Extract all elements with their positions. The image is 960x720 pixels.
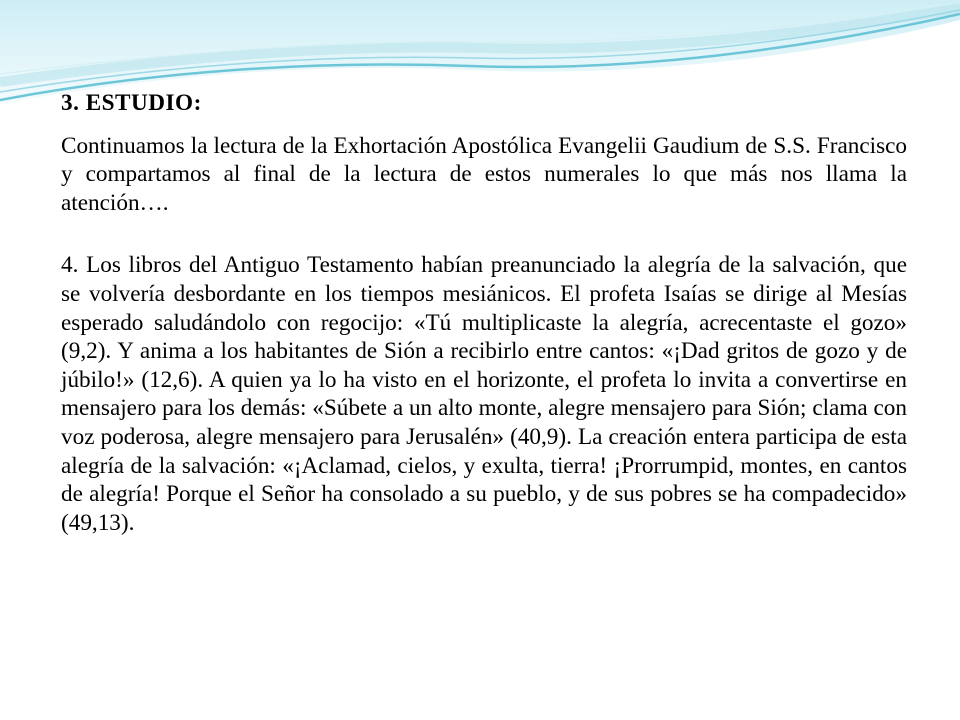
intro-paragraph: Continuamos la lectura de la Exhortación Apostólica Evangelii Gaudium de S.S. Francisco y compartamos al final de la lectura de estos numerales lo que más nos llama la atención…. <box>61 132 907 216</box>
section-heading: 3. ESTUDIO: <box>61 90 202 116</box>
slide-body <box>61 89 907 537</box>
numeral-4-paragraph: 4. Los libros del Antiguo Testamento habían preanunciado la alegría de la salvación, que se volvería desbordante en los tiempos mesiánicos. El profeta Isaías se dirige al Mesías esperado saludándolo con regocijo: «Tú multiplicaste la alegría, acrecentaste el gozo» (9,2). Y anima a los habitantes de Sión a recibirlo entre cantos: «¡Dad gritos de gozo y de júbilo!» (12,6). A quien ya lo ha visto en el horizonte, el profeta lo invita a convertirse en mensajero para los demás: «Súbete a un alto monte, alegre mensajero para Sión; clama con voz poderosa, alegre mensajero para Jerusalén» (40,9). La creación entera participa de esta alegría de la salvación: «¡Aclamad, cielos, y exulta, tierra! ¡Prorrumpid, montes, en cantos de alegría! Porque el Señor ha consolado a su pueblo, y de sus pobres se ha compadecido» (49,13). <box>61 252 907 536</box>
